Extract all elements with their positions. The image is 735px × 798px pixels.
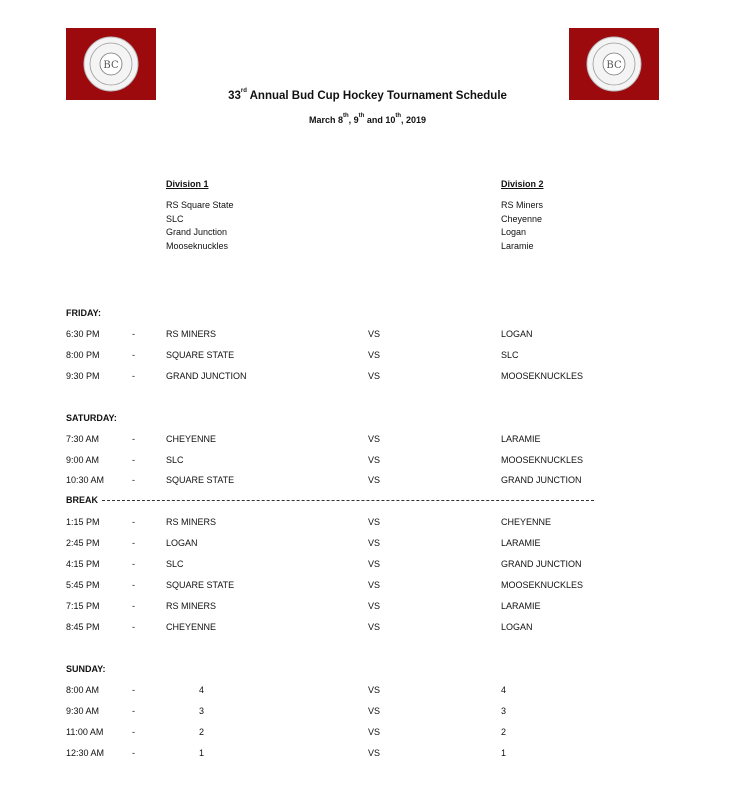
game-time: 11:00 AM [66,727,104,737]
dash: - [132,601,135,611]
home-seed: 1 [199,748,205,758]
home-team: SQUARE STATE [166,475,235,485]
game-time: 8:00 PM [66,350,100,360]
dash: - [132,517,135,527]
team: Grand Junction [166,227,228,237]
schedule-row [0,706,735,720]
away-team: LARAMIE [501,538,541,548]
away-seed: 2 [501,727,507,737]
dash: - [132,350,135,360]
schedule-row [0,685,735,699]
away-team: LARAMIE [501,601,541,611]
schedule-row [0,475,735,489]
vs-label: VS [368,455,381,465]
dash: - [132,475,135,485]
break-label: BREAK [66,495,99,505]
game-time: 7:30 AM [66,434,100,444]
home-team: SLC [166,559,184,569]
division-1-teams [166,199,234,253]
team: Laramie [501,240,534,251]
vs-label: VS [368,685,381,695]
schedule-row [0,727,735,741]
game-time: 8:45 PM [66,622,100,632]
vs-label: VS [368,727,381,737]
schedule-row [0,517,735,531]
day-label-sunday: SUNDAY: [66,664,106,674]
team: RS Square State [166,200,234,210]
game-time: 9:00 AM [66,455,100,465]
away-team: MOOSEKNUCKLES [501,455,584,465]
game-time: 2:45 PM [66,538,100,548]
page-subtitle: March 8th, 9th and 10th, 2019 [308,113,427,125]
home-seed: 2 [199,727,205,737]
dashed-line [102,500,594,501]
schedule-row [0,748,735,762]
schedule-row [0,329,735,343]
game-time: 7:15 PM [66,601,100,611]
vs-label: VS [368,622,381,632]
schedule-row [0,538,735,552]
game-time: 1:15 PM [66,517,100,527]
division-2-heading: Division 2 [501,179,544,189]
away-team: LOGAN [501,329,533,339]
game-time: 6:30 PM [66,329,100,339]
home-team: GRAND JUNCTION [166,371,247,381]
dash: - [132,685,135,695]
dash: - [132,329,135,339]
dash: - [132,434,135,444]
vs-label: VS [368,350,381,360]
team: RS Miners [501,200,544,210]
schedule-row [0,371,735,385]
logo-text: BC [606,60,622,71]
game-time: 8:00 AM [66,685,100,695]
vs-label: VS [368,706,381,716]
home-team: RS MINERS [166,601,217,611]
division-2-teams [501,199,543,253]
home-team: RS MINERS [166,329,217,339]
game-time: 4:15 PM [66,559,100,569]
away-team: SLC [501,350,519,360]
vs-label: VS [368,329,381,339]
schedule-row [0,601,735,615]
away-team: LOGAN [501,622,533,632]
break-divider [66,495,596,505]
game-time: 9:30 AM [66,706,100,716]
away-team: MOOSEKNUCKLES [501,580,584,590]
schedule-row [0,580,735,594]
game-time: 12:30 AM [66,748,105,758]
dash: - [132,748,135,758]
home-seed: 3 [199,706,205,716]
away-team: MOOSEKNUCKLES [501,371,584,381]
page-title: 33rd Annual Bud Cup Hockey Tournament Schedule [228,88,507,102]
division-1-heading: Division 1 [166,179,209,189]
dash: - [132,455,135,465]
dash: - [132,706,135,716]
vs-label: VS [368,538,381,548]
game-time: 9:30 PM [66,371,100,381]
vs-label: VS [368,517,381,527]
vs-label: VS [368,559,381,569]
day-label-saturday: SATURDAY: [66,413,117,423]
away-team: GRAND JUNCTION [501,475,582,485]
away-team: GRAND JUNCTION [501,559,582,569]
home-team: RS MINERS [166,517,217,527]
home-team: SQUARE STATE [166,350,235,360]
away-team: LARAMIE [501,434,541,444]
away-seed: 1 [501,748,507,758]
home-seed: 4 [199,685,205,695]
vs-label: VS [368,580,381,590]
home-team: CHEYENNE [166,434,217,444]
dash: - [132,559,135,569]
logo-text: BC [103,60,119,71]
vs-label: VS [368,601,381,611]
dash: - [132,371,135,381]
away-team: CHEYENNE [501,517,552,527]
schedule-row [0,434,735,448]
dash: - [132,622,135,632]
home-team: SLC [166,455,184,465]
game-time: 10:30 AM [66,475,105,485]
vs-label: VS [368,434,381,444]
schedule-row [0,559,735,573]
schedule-row [0,455,735,469]
vs-label: VS [368,748,381,758]
schedule-row [0,622,735,636]
dash: - [132,727,135,737]
day-label-friday: FRIDAY: [66,308,102,318]
game-time: 5:45 PM [66,580,100,590]
team: Logan [501,227,527,237]
home-team: CHEYENNE [166,622,217,632]
away-seed: 4 [501,685,507,695]
dash: - [132,538,135,548]
vs-label: VS [368,475,381,485]
home-team: LOGAN [166,538,198,548]
team: Mooseknuckles [166,240,229,251]
schedule-row [0,350,735,364]
team: SLC [166,213,184,224]
away-seed: 3 [501,706,507,716]
dash: - [132,580,135,590]
team: Cheyenne [501,213,543,224]
home-team: SQUARE STATE [166,580,235,590]
vs-label: VS [368,371,381,381]
